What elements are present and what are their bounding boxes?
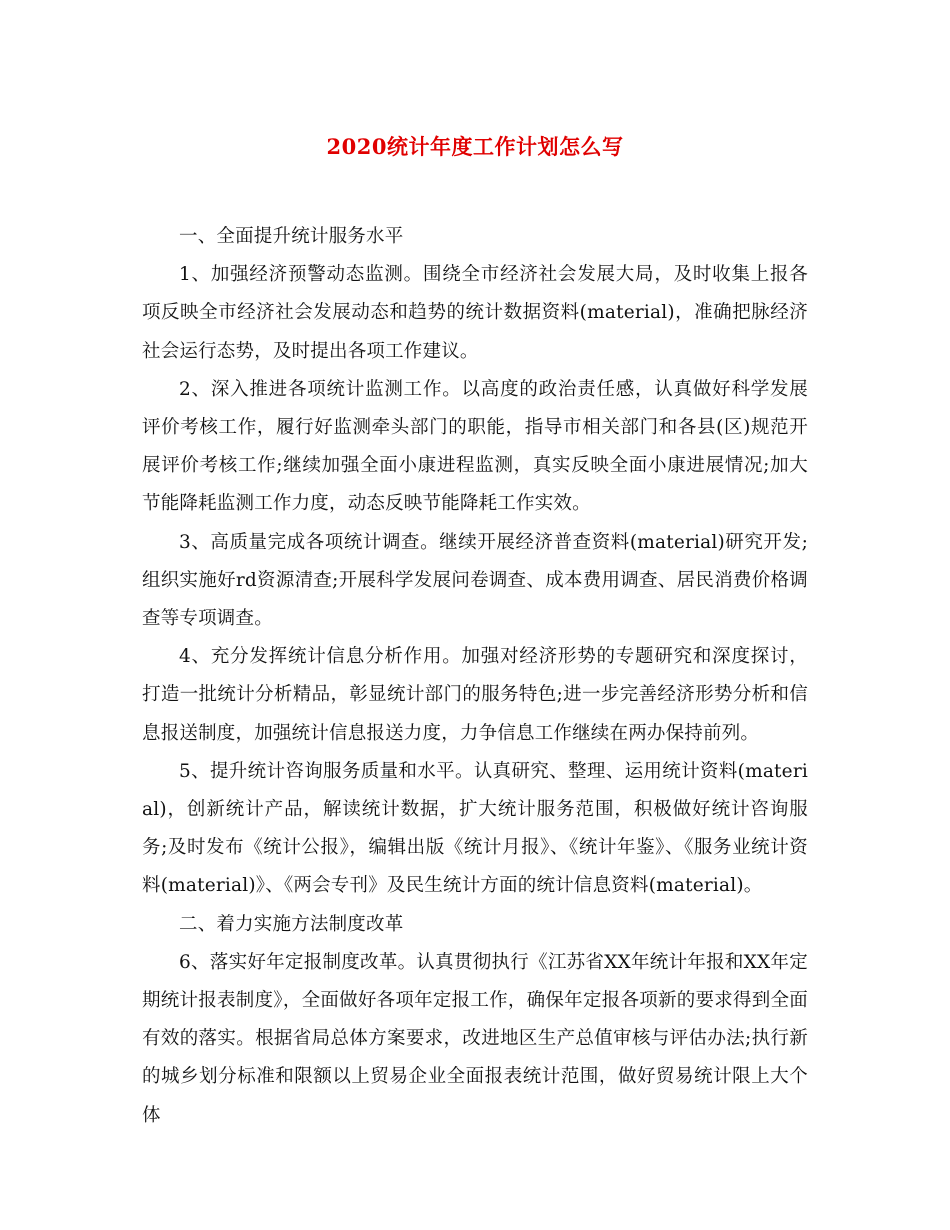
paragraph-1: 1、加强经济预警动态监测。围绕全市经济社会发展大局，及时收集上报各项反映全市经济社会发展动态和趋势的统计数据资料(material)，准确把脉经济社会运行态势，及时提出各项工作建议。	[142, 264, 808, 362]
paragraph-5: 5、提升统计咨询服务质量和水平。认真研究、整理、运用统计资料(material)，创新统计产品，解读统计数据，扩大统计服务范围，积极做好统计咨询服务;及时发布《统计公报》，编辑出版《统计月报》、《统计年鉴》、《服务业统计资料(material)》、《两会专刊》及民生统计方面的统计信息资料(material)。	[142, 760, 808, 897]
section-heading-1: 一、全面提升统计服务水平	[179, 226, 404, 247]
paragraph-2: 2、深入推进各项统计监测工作。以高度的政治责任感，认真做好科学发展评价考核工作，履行好监测牵头部门的职能，指导市相关部门和各县(区)规范开展评价考核工作;继续加强全面小康进程监测，真实反映全面小康进展情况;加大节能降耗监测工作力度，动态反映节能降耗工作实效。	[142, 378, 808, 515]
paragraph-4: 4、充分发挥统计信息分析作用。加强对经济形势的专题研究和深度探讨，打造一批统计分析精品，彰显统计部门的服务特色;进一步完善经济形势分析和信息报送制度，加强统计信息报送力度，力争信息工作继续在两办保持前列。	[142, 646, 808, 744]
document-body	[142, 218, 808, 1135]
paragraph-3: 3、高质量完成各项统计调查。继续开展经济普查资料(material)研究开发;组织实施好rd资源清查;开展科学发展问卷调查、成本费用调查、居民消费价格调查等专项调查。	[142, 531, 808, 630]
document-title: 2020统计年度工作计划怎么写	[326, 134, 624, 159]
section-heading-2: 二、着力实施方法制度改革	[179, 913, 404, 935]
paragraph-6: 6、落实好年定报制度改革。认真贯彻执行《江苏省XX年统计年报和XX年定期统计报表制度》，全面做好各项年定报工作，确保年定报各项新的要求得到全面有效的落实。根据省局总体方案要求，改进地区生产总值审核与评估办法;执行新的城乡划分标准和限额以上贸易企业全面报表统计范围，做好贸易统计限上大个体	[142, 951, 808, 1126]
